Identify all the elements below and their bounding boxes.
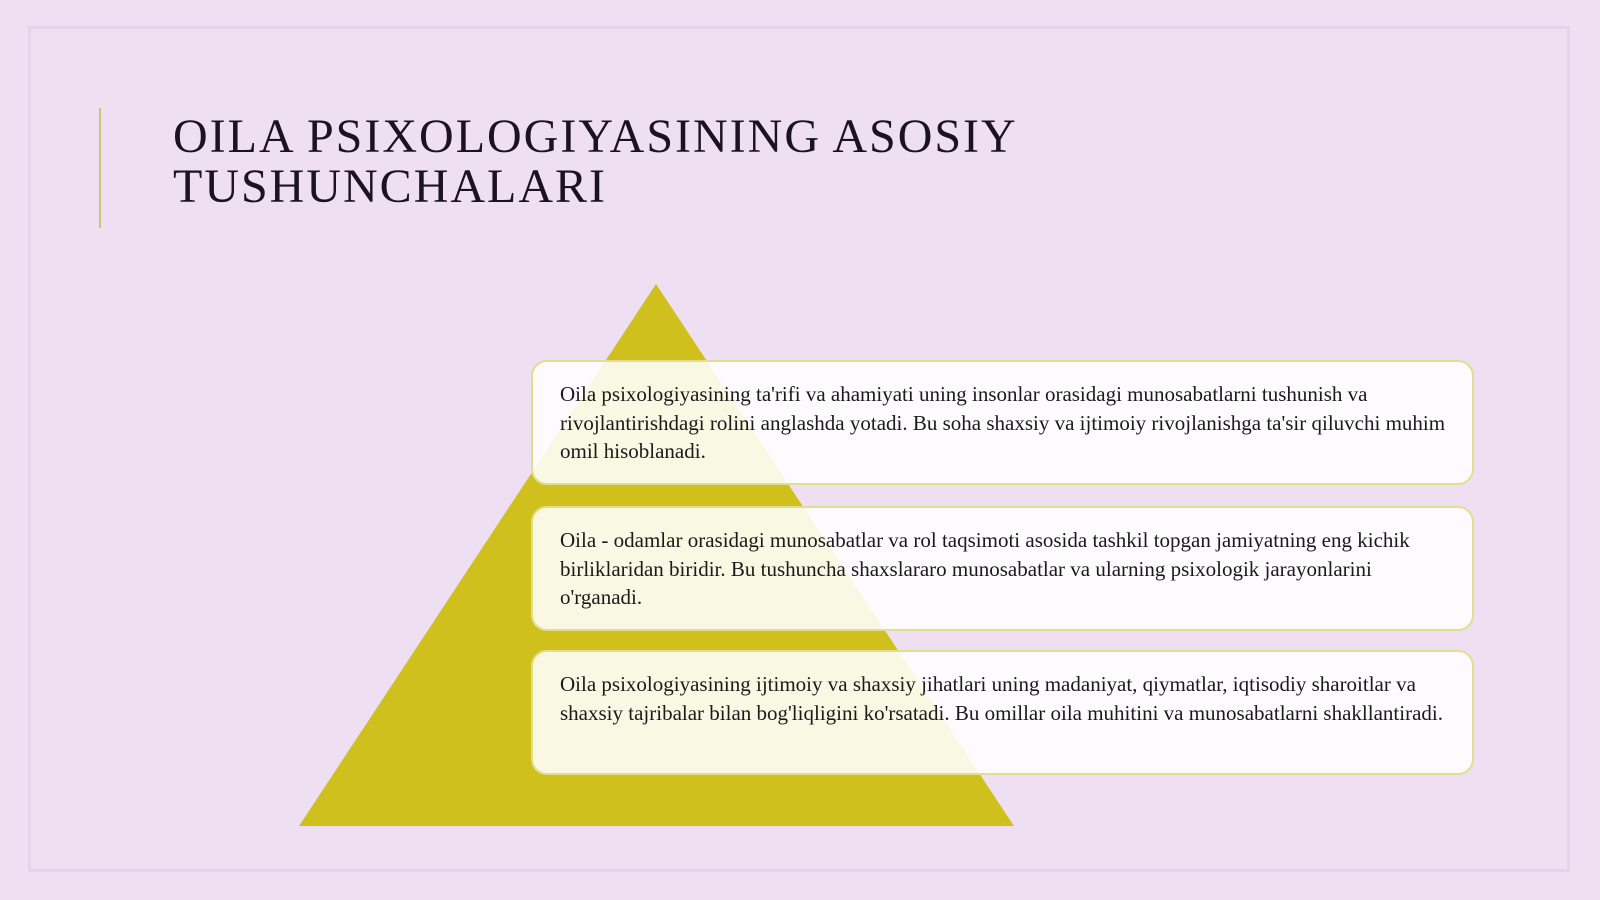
concept-card-3 [531, 650, 1474, 775]
slide-title-line-2: TUSHUNCHALARI [173, 160, 607, 213]
concept-card-3-text: Oila psixologiyasining ijtimoiy va shaxsiy jihatlari uning madaniyat, qiymatlar, iqtisodiy sharoitlar va shaxsiy tajribalar bilan bog'liqligini ko'rsatadi. Bu omillar oila muhitini va munosabatlarni shakllantiradi. [560, 672, 1443, 725]
concept-card-1 [531, 360, 1474, 485]
concept-card-2-text: Oila - odamlar orasidagi munosabatlar va rol taqsimoti asosida tashkil topgan jamiyatning eng kichik birliklaridan biridir. Bu tushuncha shaxslararo munosabatlar va ularning psixologik jarayonlarini o'rganadi. [560, 528, 1410, 609]
slide-title-line-1: OILA PSIXOLOGIYASINING ASOSIY [173, 110, 1018, 163]
concept-card-1-text: Oila psixologiyasining ta'rifi va ahamiyati uning insonlar orasidagi munosabatlarni tushunish va rivojlantirishdagi rolini anglashda yotadi. Bu soha shaxsiy va ijtimoiy rivojlanishga ta'sir qiluvchi muhim omil hisoblanadi. [560, 382, 1446, 463]
concept-card-2 [531, 506, 1474, 631]
